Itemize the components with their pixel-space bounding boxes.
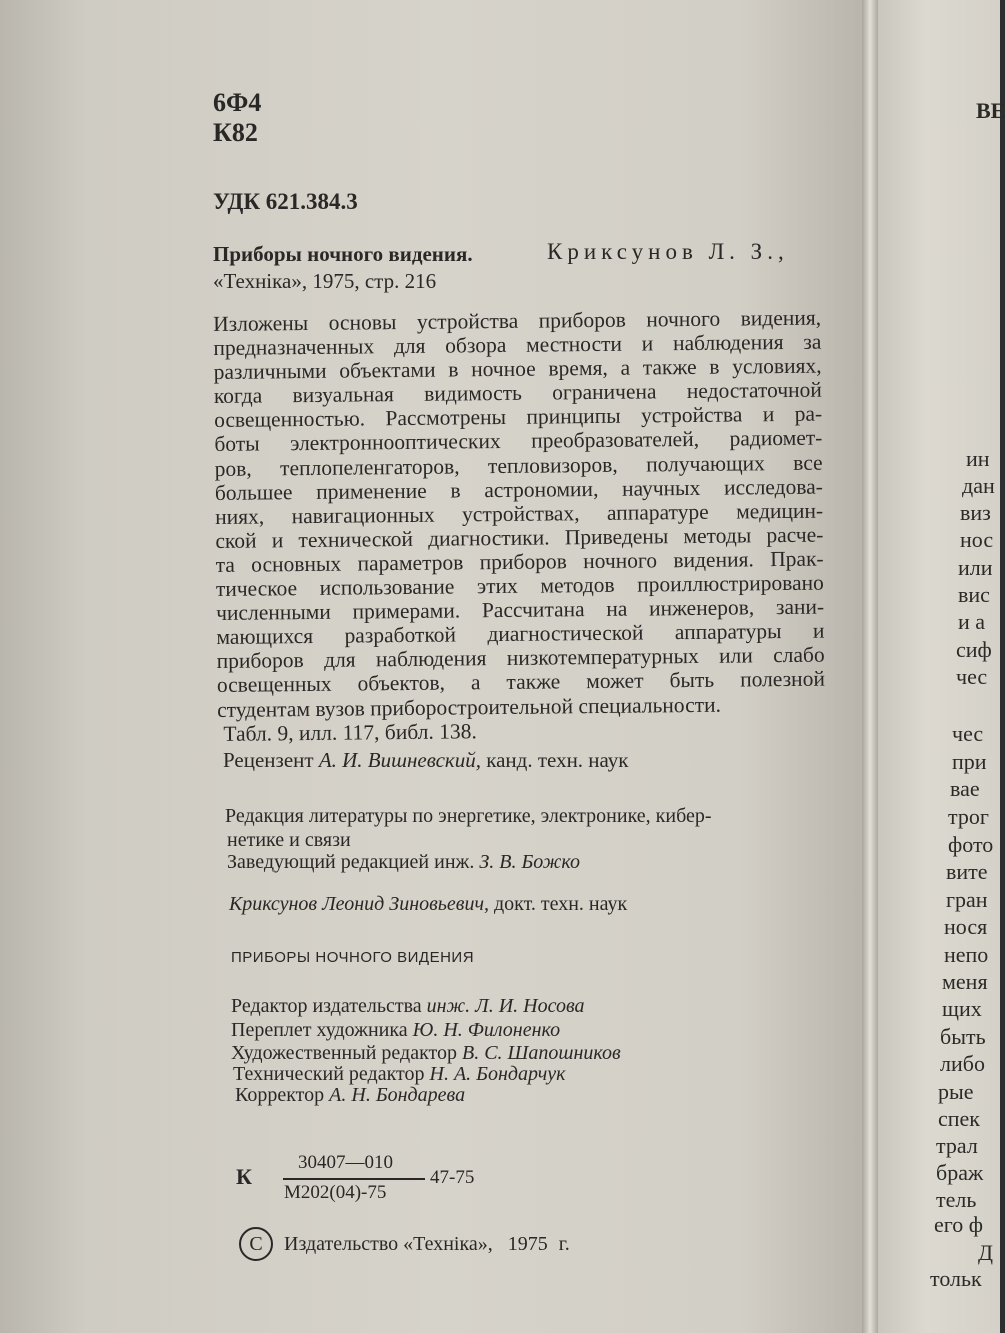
right-fragment: щих	[942, 996, 982, 1021]
credit-name: А. Н. Бондарева	[329, 1084, 466, 1106]
right-fragment: рые	[938, 1079, 974, 1104]
index-suffix: 47-75	[430, 1167, 475, 1188]
right-fragment: гран	[946, 887, 988, 912]
abstract-line: мающихся разработкой диагностической аппаратуры и	[216, 618, 825, 650]
reviewer-line	[223, 750, 629, 771]
right-fragment: Д	[978, 1240, 994, 1265]
abstract-line: предназначенных для обзора местности и наблюдения за	[213, 329, 822, 361]
copyright-icon: C	[239, 1227, 273, 1261]
abstract-line: та основных параметров приборов ночного видения. Прак-	[215, 546, 824, 577]
copyright-year-suffix: г.	[558, 1233, 570, 1255]
abstract-line: ниях, навигационных устройствах, аппаратуре медицин-	[215, 498, 824, 529]
right-fragment: чес	[956, 664, 988, 689]
right-fragment: сиф	[956, 637, 992, 662]
udk-code: УДК 621.384.3	[213, 189, 358, 214]
abstract-line: освещенностью. Рассмотрены принципы устройства и ра-	[214, 402, 823, 433]
right-fragment: вае	[950, 776, 980, 801]
index-denominator: М202(04)-75	[284, 1182, 387, 1203]
right-fragment: его ф	[934, 1212, 983, 1237]
credit-line	[231, 1020, 560, 1040]
editorial-line: Редакция литературы по энергетике, электронике, кибер-	[225, 805, 712, 827]
credit-name: Н. А. Бондарчук	[429, 1063, 566, 1085]
credit-line	[235, 1085, 465, 1105]
author-full-name: Криксунов Леонид Зиновьевич,	[229, 893, 489, 915]
right-fragment: меня	[942, 969, 988, 994]
credit-role: Переплет художника	[231, 1019, 408, 1041]
fraction-line	[283, 1178, 425, 1180]
credit-role: Корректор	[235, 1084, 325, 1106]
citation-publisher: «Техніка», 1975, стр. 216	[213, 269, 437, 293]
right-fragment: непо	[944, 942, 989, 967]
right-fragment: ин	[966, 446, 990, 471]
editorial-line: нетике и связи	[227, 829, 351, 851]
head-editor-label: Заведующий редакцией инж.	[227, 851, 475, 873]
reviewer-name: А. И. Вишневский,	[318, 748, 481, 772]
reviewer-label: Рецензент	[223, 748, 314, 772]
abstract-line: ской и технической диагностики. Приведены методы расче-	[215, 522, 824, 553]
abstract-line: когда визуальная видимость ограничена недостаточной	[213, 377, 822, 409]
credit-role: Технический редактор	[233, 1063, 425, 1085]
right-fragment: дан	[962, 473, 995, 498]
author-sign: К82	[213, 118, 258, 147]
right-fragment: нося	[944, 914, 988, 939]
right-fragment: чес	[952, 721, 984, 746]
abstract-stats: Табл. 9, илл. 117, библ. 138.	[223, 718, 477, 746]
credit-line	[231, 996, 585, 1016]
abstract-line: большее применение в астрономии, научных исследова-	[214, 474, 823, 505]
right-fragment: спек	[938, 1106, 980, 1131]
credit-name: инж. Л. И. Носова	[426, 995, 585, 1017]
abstract-line: боты электроннооптических преобразователей, радиомет-	[214, 426, 823, 457]
right-fragment: либо	[940, 1051, 985, 1076]
copyright-text: Издательство «Техніка»,	[284, 1233, 493, 1255]
right-fragment: виз	[960, 500, 991, 525]
abstract-line: различными объектами в ночное время, а также в условиях,	[213, 353, 822, 385]
credit-role: Художественный редактор	[231, 1042, 457, 1064]
right-fragment: вис	[958, 582, 990, 607]
right-fragment: при	[952, 749, 987, 774]
right-fragment: и а	[958, 609, 986, 634]
right-fragment: нос	[960, 527, 994, 552]
abstract-line: приборов для наблюдения низкотемпературных или слабо	[216, 642, 825, 674]
right-fragment: браж	[936, 1160, 984, 1185]
abstract-line: ров, теплопеленгаторов, тепловизоров, получающих все	[214, 450, 823, 481]
author-full-degree: докт. техн. наук	[494, 893, 628, 915]
library-code: 6Ф4	[213, 88, 262, 117]
copyright-line	[284, 1234, 570, 1254]
abstract-line: освещенных объектов, а также может быть полезной	[216, 667, 826, 698]
head-editor-line	[227, 852, 580, 872]
right-fragment: тель	[936, 1187, 977, 1212]
right-heading-fragment: ВЕ	[976, 98, 1005, 123]
credit-line	[233, 1064, 566, 1084]
book-title-caps: ПРИБОРЫ НОЧНОГО ВИДЕНИЯ	[231, 949, 475, 966]
right-fragment: трал	[936, 1133, 978, 1158]
right-fragment: или	[958, 555, 993, 580]
credit-role: Редактор издательства	[231, 995, 422, 1017]
credit-name: Ю. Н. Филоненко	[412, 1019, 561, 1041]
right-fragment: тольк	[930, 1266, 982, 1291]
index-letter: К	[236, 1164, 252, 1189]
abstract-line: студентам вузов приборостроительной специальности.	[217, 692, 722, 722]
abstract-line: численными примерами. Рассчитана на инженеров, зани-	[216, 594, 825, 626]
credit-line	[231, 1043, 621, 1063]
head-editor-name: З. В. Божко	[479, 851, 580, 873]
index-numerator: 30407—010	[298, 1152, 393, 1173]
reviewer-degree: канд. техн. наук	[486, 748, 629, 772]
abstract-line: тическое использование этих методов проиллюстрировано	[215, 570, 824, 602]
right-fragment: быть	[940, 1024, 986, 1049]
right-fragment: трог	[948, 804, 989, 829]
abstract-line: Изложены основы устройства приборов ночного видения,	[213, 305, 822, 336]
abstract	[213, 306, 826, 746]
citation-title: Приборы ночного видения.	[213, 242, 473, 266]
copyright-year: 1975	[507, 1233, 548, 1255]
right-fragment: фото	[948, 832, 994, 857]
author-full-line	[229, 894, 627, 914]
credit-name: В. С. Шапошников	[462, 1042, 621, 1064]
right-fragment: вите	[946, 859, 988, 884]
citation-author: Криксунов Л. З.,	[547, 239, 789, 264]
